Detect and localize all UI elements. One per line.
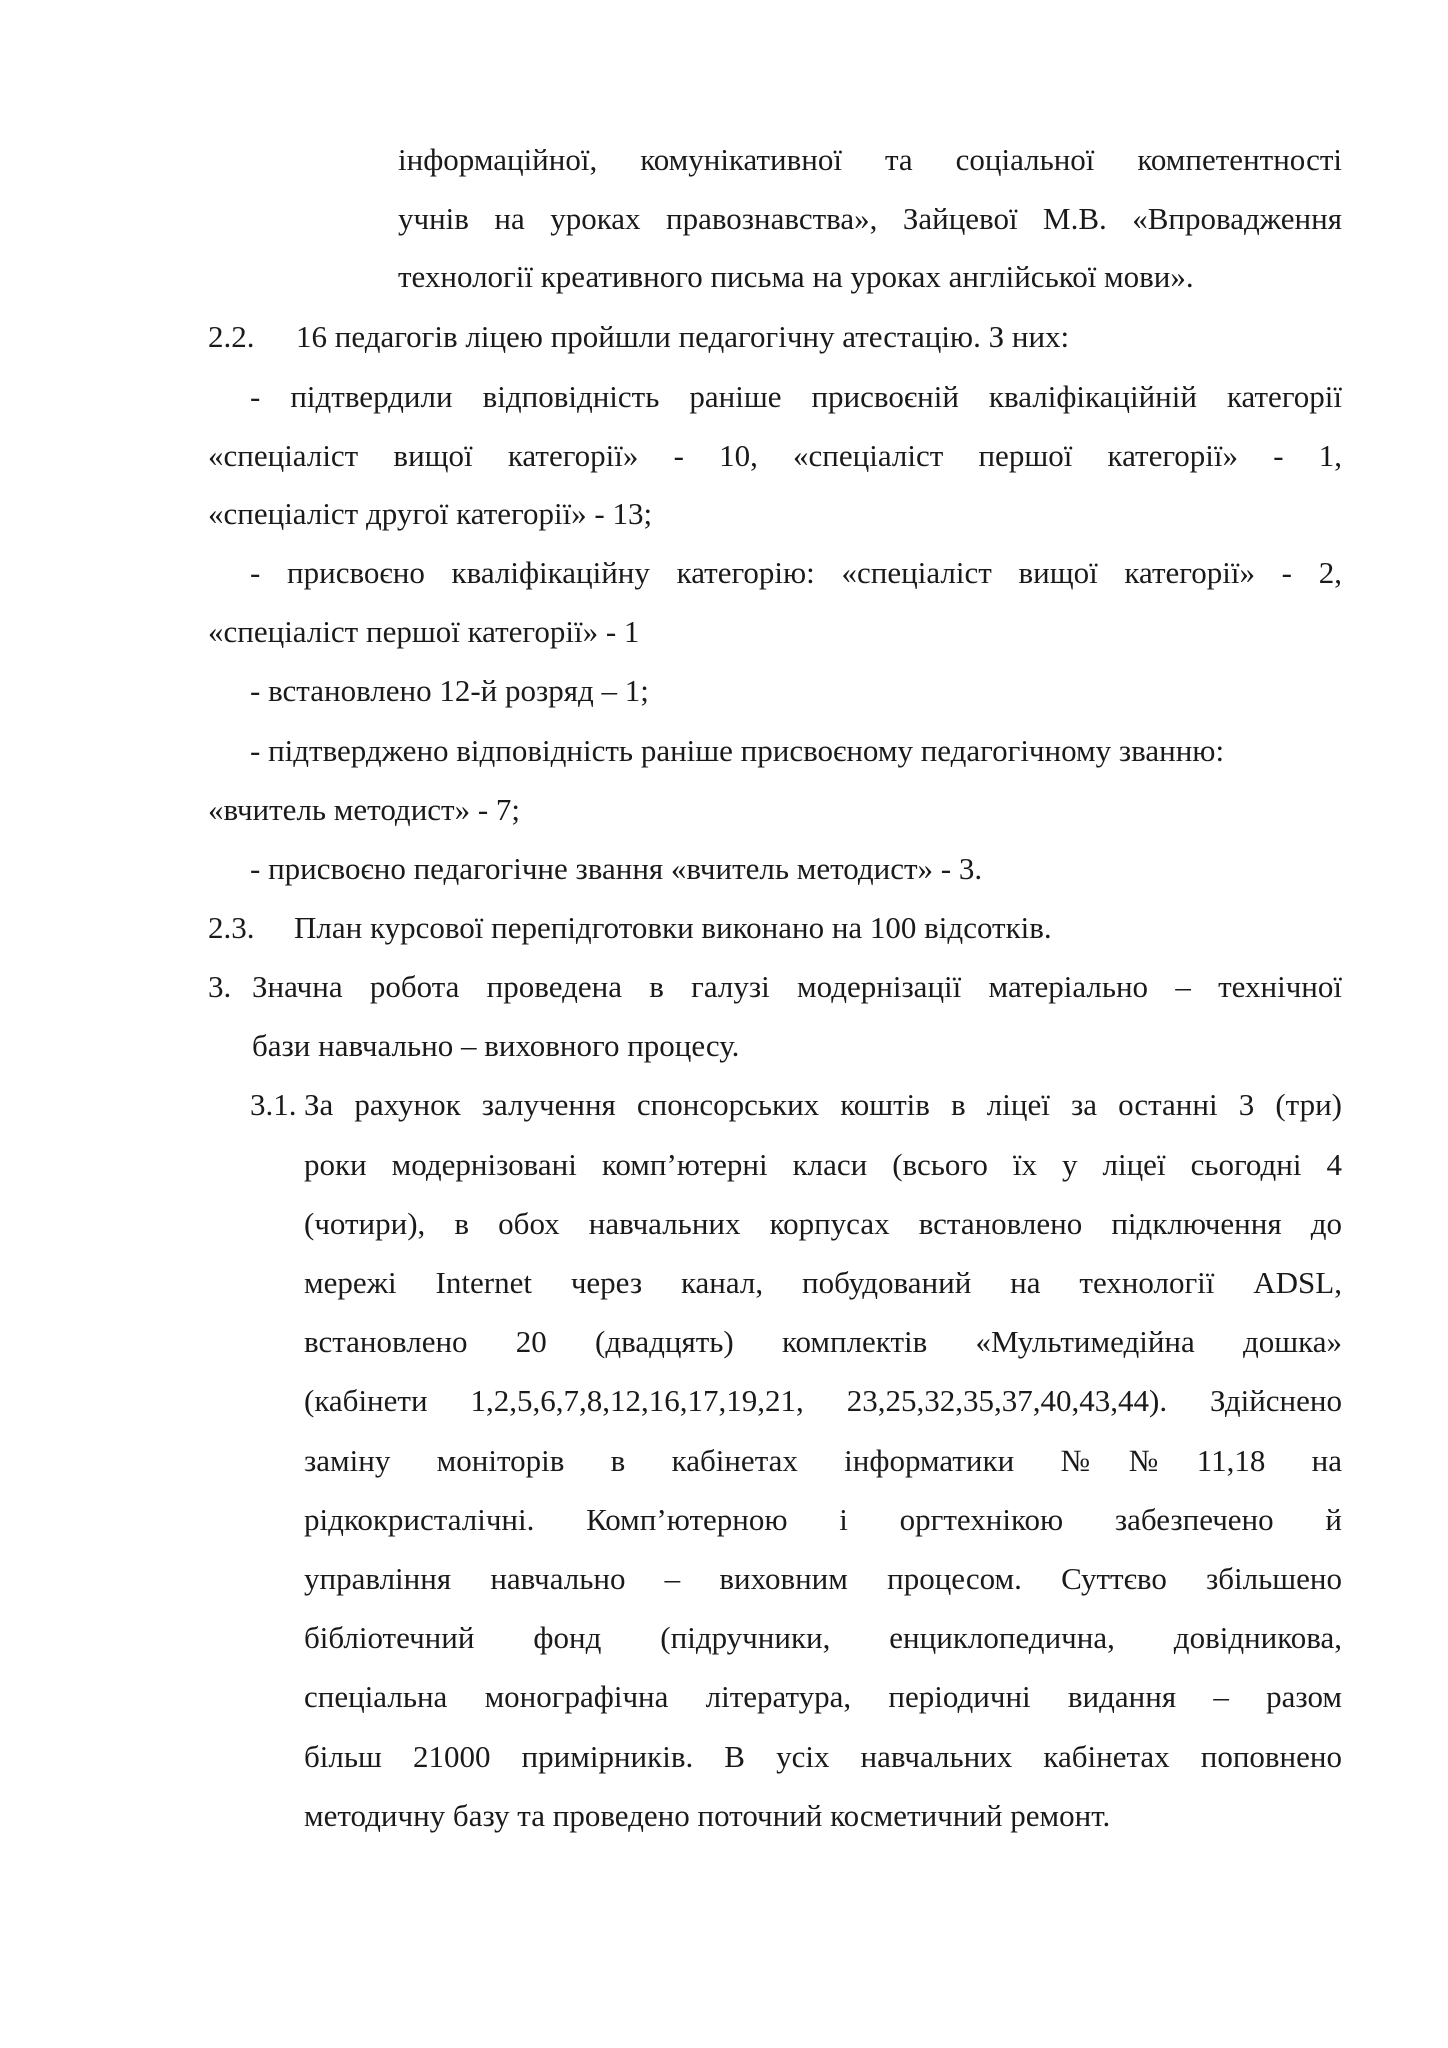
section-3-1-line: мережі Internet через канал, побудований на технології ADSL,	[304, 1265, 1342, 1300]
list-item-line: - присвоєно кваліфікаційну категорію: «спеціаліст вищої категорії» - 2,	[250, 555, 1342, 590]
section-3-1-line: За рахунок залучення спонсорських коштів в ліцеї за останні 3 (три)	[304, 1087, 1342, 1122]
list-item-line: «вчитель методист» - 7;	[208, 792, 521, 827]
section-3-1-line: встановлено 20 (двадцять) комплектів «Мультимедійна дошка»	[304, 1324, 1342, 1359]
section-3-line: бази навчально – виховного процесу.	[252, 1028, 740, 1063]
section-number-3-1: 3.1.	[250, 1087, 297, 1122]
list-item-line: «спеціаліст другої категорії» - 13;	[208, 496, 653, 531]
section-number-2-2: 2.2.	[208, 319, 255, 354]
list-item-line: «спеціаліст першої категорії» - 1	[208, 614, 640, 649]
continuation-line: учнів на уроках правознавства», Зайцевої М.В. «Впровадження	[398, 201, 1342, 236]
section-3-1-line: заміну моніторів в кабінетах інформатики №№11,18 на	[304, 1443, 1342, 1478]
section-number-3: 3.	[208, 969, 232, 1004]
section-3-1-line: бібліотечний фонд (підручники, енциклопедична, довідникова,	[304, 1620, 1342, 1655]
section-3-1-line: управління навчально – виховним процесом. Суттєво збільшено	[304, 1561, 1342, 1596]
section-3-1-line: більш 21000 примірників. В усіх навчальних кабінетах поповнено	[304, 1739, 1342, 1774]
section-2-3-text: План курсової перепідготовки виконано на 100 відсотків.	[294, 910, 1052, 945]
list-item-line: - підтвердили відповідність раніше присвоєній кваліфікаційній категорії	[250, 379, 1342, 414]
section-3-1-line: спеціальна монографічна література, періодичні видання – разом	[304, 1679, 1342, 1714]
section-number-2-3: 2.3.	[208, 910, 255, 945]
section-3-1-line: (кабінети 1,2,5,6,7,8,12,16,17,19,21, 23,25,32,35,37,40,43,44). Здійснено	[304, 1383, 1342, 1418]
section-3-1-line: методичну базу та проведено поточний косметичний ремонт.	[304, 1798, 1111, 1833]
list-item-line: - присвоєно педагогічне звання «вчитель методист» - 3.	[250, 851, 983, 886]
continuation-line: технології креативного письма на уроках англійської мови».	[398, 259, 1194, 294]
section-3-1-line: (чотири), в обох навчальних корпусах встановлено підключення до	[304, 1206, 1342, 1241]
list-item-line: - встановлено 12-й розряд – 1;	[250, 673, 649, 708]
section-2-2-heading: 16 педагогів ліцею пройшли педагогічну атестацію. З них:	[296, 319, 1070, 354]
section-3-line: Значна робота проведена в галузі модернізації матеріально – технічної	[252, 969, 1342, 1004]
section-3-1-line: рідкокристалічні. Комп’ютерною і оргтехнікою забезпечено й	[304, 1502, 1342, 1537]
continuation-line: інформаційної, комунікативної та соціальної компетентності	[398, 142, 1342, 177]
section-3-1-line: роки модернізовані комп’ютерні класи (всього їх у ліцеї сьогодні 4	[304, 1147, 1342, 1182]
list-item-line: - підтверджено відповідність раніше присвоєному педагогічному званню:	[250, 733, 1225, 768]
list-item-line: «спеціаліст вищої категорії» - 10, «спеціаліст першої категорії» - 1,	[208, 438, 1342, 473]
